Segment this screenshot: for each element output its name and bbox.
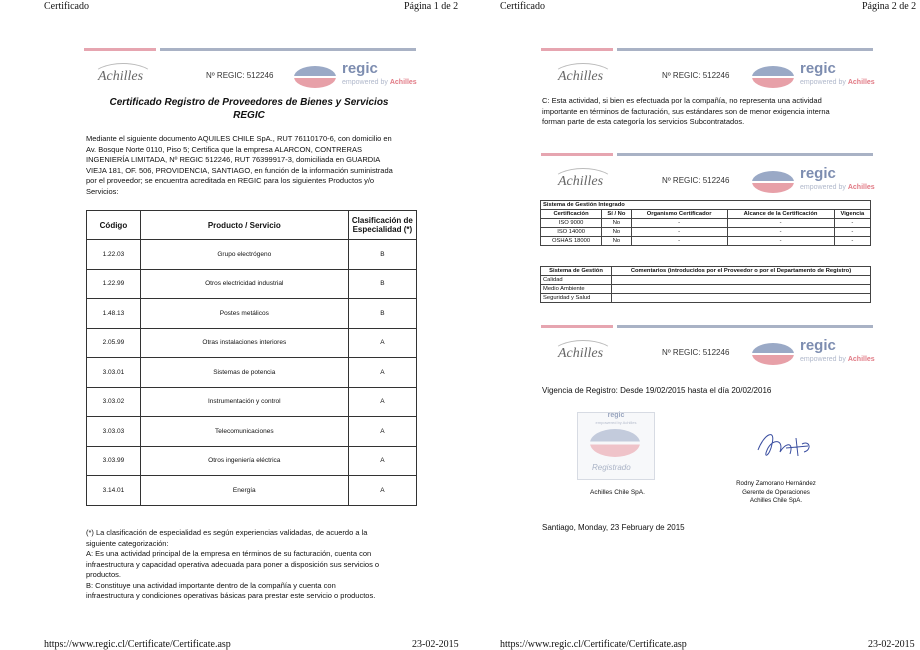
sistema-cell: Seguridad y Salud [541, 294, 612, 303]
cell-code: 3.03.99 [87, 446, 141, 476]
regic-logo: regic empowered by Achilles [752, 165, 882, 199]
sgi-caption: Sistema de Gestión Integrado [541, 201, 871, 210]
table-row [87, 328, 417, 358]
sgi-cell: ISO 14000 [541, 228, 602, 237]
table-row [541, 228, 871, 237]
sgi-cell: No [602, 237, 632, 246]
achilles-logo: Achilles [88, 63, 158, 93]
col-si-no: Sí / No [602, 210, 632, 219]
text-line: INGENIERÍA LIMITADA, Nº REGIC 512246, RUT 76399917-3, domiciliada en GUARDIA [86, 155, 381, 164]
header-bar-blue [160, 48, 416, 51]
col-organismo: Organismo Certificador [631, 210, 727, 219]
achilles-logo: Achilles [548, 168, 618, 198]
header-bar-red [541, 48, 613, 51]
classification-notes [86, 528, 426, 602]
table-row [87, 476, 417, 506]
achilles-logo: Achilles [548, 340, 618, 370]
header-bar-red [84, 48, 156, 51]
cell-class: A [348, 358, 416, 388]
header-bar-red [541, 153, 613, 156]
text-line: infraestructura y condiciones operativas básicas para prestar este servicio o productos. [86, 591, 376, 600]
cell-code: 3.03.02 [87, 387, 141, 417]
sgi-table [540, 200, 871, 246]
comments-table [540, 266, 871, 303]
sgi-cell: - [834, 228, 870, 237]
table-row [541, 276, 871, 285]
regic-number: Nº REGIC: 512246 [662, 176, 730, 185]
cell-product: Postes metálicos [140, 299, 348, 329]
sgi-cell: No [602, 219, 632, 228]
text-line: siguiente categorización: [86, 538, 169, 548]
letterhead [548, 160, 878, 200]
table-row [87, 269, 417, 299]
certificate-page-2 [460, 0, 920, 650]
signature-icon [750, 420, 820, 466]
sgi-cell: - [727, 228, 834, 237]
cell-class: A [348, 476, 416, 506]
text-line: Gerente de Operaciones [742, 488, 810, 496]
cell-class: A [348, 387, 416, 417]
sgi-cell: - [631, 228, 727, 237]
header-bar-red [541, 325, 613, 328]
table-row [87, 299, 417, 329]
letterhead [88, 55, 418, 95]
col-certificacion: Certificación [541, 210, 602, 219]
page-number: Página 1 de 2 [404, 1, 459, 12]
sgi-cell: No [602, 228, 632, 237]
col-sistema-gestion: Sistema de Gestión [541, 267, 612, 276]
regic-number: Nº REGIC: 512246 [662, 71, 730, 80]
page-header-title: Certificado [500, 1, 545, 12]
intro-paragraph [86, 134, 421, 197]
cell-product: Sistemas de potencia [140, 358, 348, 388]
header-bar-blue [617, 325, 873, 328]
regic-logo: regic empowered by Achilles [294, 60, 424, 94]
sistema-cell: Calidad [541, 276, 612, 285]
cell-class: A [348, 328, 416, 358]
sgi-cell: - [727, 237, 834, 246]
cell-class: B [348, 240, 416, 270]
cell-class: B [348, 299, 416, 329]
text-line: A: Es una actividad principal de la empresa en términos de su facturación, cuenta con [86, 549, 372, 558]
c-category-note [542, 96, 882, 128]
cell-class: A [348, 446, 416, 476]
text-line: Achilles Chile SpA. [749, 497, 803, 504]
text-line: forman parte de esta categoría los servicios Subcontratados. [542, 117, 745, 126]
left-signatory: Achilles Chile SpA. [590, 489, 645, 496]
header-bar-blue [617, 48, 873, 51]
footer-url: https://www.regic.cl/Certificate/Certificate.asp [500, 639, 687, 650]
vigencia-registro: Vigencia de Registro: Desde 19/02/2015 hasta el día 20/02/2016 [542, 386, 772, 395]
cell-product: Otros ingeniería eléctrica [140, 446, 348, 476]
text-line: (*) La clasificación de especialidad es según experiencias validadas, de acuerdo a la [86, 528, 368, 537]
cell-product: Otros electricidad industrial [140, 269, 348, 299]
sgi-cell: - [631, 237, 727, 246]
regic-logo: regic empowered by Achilles [752, 60, 882, 94]
text-line: por el proveedor; se encuentra acreditada en REGIC para los siguientes Productos y/o [86, 176, 375, 185]
table-row [87, 240, 417, 270]
cell-product: Grupo electrógeno [140, 240, 348, 270]
text-line: infraestructura y capacidad operativa adecuada para poner a disposición sus servicios o [86, 559, 380, 569]
cell-code: 1.22.03 [87, 240, 141, 270]
achilles-logo: Achilles [548, 63, 618, 93]
registrado-stamp: regic empowered by Achilles Registrado [577, 412, 655, 480]
cell-code: 3.03.01 [87, 358, 141, 388]
sistema-cell: Medio Ambiente [541, 285, 612, 294]
text-line: VIEJA 181, OF. 506, PROVIDENCIA, SANTIAGO, en función de la información suministrada [86, 165, 393, 175]
cell-code: 1.22.99 [87, 269, 141, 299]
col-codigo: Código [87, 211, 141, 240]
text-line: Servicios: [86, 186, 119, 196]
text-line: Mediante el siguiente documento AQUILES CHILE SpA., RUT 76110170-6, con domicilio en [86, 134, 392, 143]
sgi-cell: ISO 9000 [541, 219, 602, 228]
cell-code: 2.05.99 [87, 328, 141, 358]
col-clasificacion: Clasificación de Especialidad (*) [348, 211, 416, 240]
table-row [87, 417, 417, 447]
col-producto: Producto / Servicio [140, 211, 348, 240]
cell-product: Energía [140, 476, 348, 506]
certificate-title: Certificado Registro de Proveedores de Bienes y Servicios REGIC [109, 97, 389, 121]
text-line: importante en términos de facturación, sus estándares son de menor exigencia interna [542, 106, 830, 116]
date-line: Santiago, Monday, 23 February de 2015 [542, 523, 685, 532]
table-row [541, 237, 871, 246]
table-row [87, 358, 417, 388]
cell-code: 3.03.03 [87, 417, 141, 447]
footer-date: 23-02-2015 [868, 639, 915, 650]
table-row [541, 285, 871, 294]
right-signatory [728, 480, 824, 506]
cell-class: B [348, 269, 416, 299]
sgi-cell: - [834, 219, 870, 228]
letterhead [548, 332, 878, 372]
sgi-cell: - [727, 219, 834, 228]
table-row [541, 294, 871, 303]
sgi-cell: - [631, 219, 727, 228]
text-line: Av. Bosque Norte 0110, Piso 5; Certifica que la empresa ALARCON, CONTRERAS [86, 144, 362, 154]
cell-product: Instrumentación y control [140, 387, 348, 417]
products-table [86, 210, 417, 506]
letterhead [548, 55, 878, 95]
col-alcance: Alcance de la Certificación [727, 210, 834, 219]
comentario-cell [612, 276, 871, 285]
text-line: C: Esta actividad, si bien es efectuada por la compañía, no representa una actividad [542, 96, 822, 105]
comentario-cell [612, 285, 871, 294]
text-line: Rodny Zamorano Hernández [736, 480, 816, 487]
col-comentarios: Comentarios (introducidos por el Proveedor o por el Departamento de Registro) [612, 267, 871, 276]
cell-product: Telecomunicaciones [140, 417, 348, 447]
comentario-cell [612, 294, 871, 303]
cell-class: A [348, 417, 416, 447]
footer-date: 23-02-2015 [412, 639, 459, 650]
table-row [87, 387, 417, 417]
header-bar-blue [617, 153, 873, 156]
text-line: productos. [86, 570, 122, 579]
table-row [541, 219, 871, 228]
footer-url: https://www.regic.cl/Certificate/Certificate.asp [44, 639, 231, 650]
cell-code: 1.48.13 [87, 299, 141, 329]
col-vigencia: Vigencia [834, 210, 870, 219]
cell-product: Otras instalaciones interiores [140, 328, 348, 358]
regic-logo: regic empowered by Achilles [752, 337, 882, 371]
page-number: Página 2 de 2 [862, 1, 917, 12]
regic-number: Nº REGIC: 512246 [662, 348, 730, 357]
table-row [87, 446, 417, 476]
text-line: B: Constituye una actividad importante dentro de la compañía y cuenta con [86, 580, 336, 590]
regic-number: Nº REGIC: 512246 [206, 71, 274, 80]
sgi-cell: OSHAS 18000 [541, 237, 602, 246]
page-header-title: Certificado [44, 1, 89, 12]
cell-code: 3.14.01 [87, 476, 141, 506]
sgi-cell: - [834, 237, 870, 246]
